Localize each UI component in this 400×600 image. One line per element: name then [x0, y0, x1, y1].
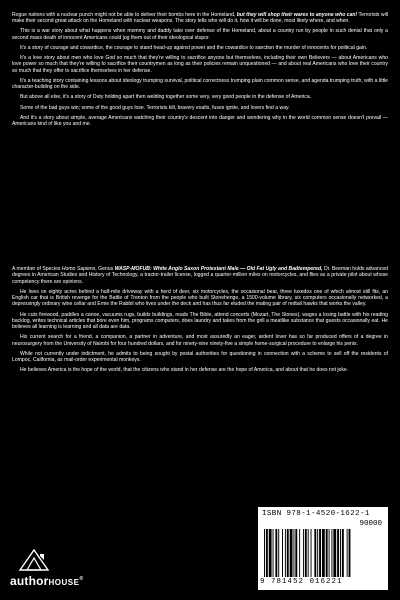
bio-paragraph: His current search for a friend, a companion, a partner in adventure, and most assuredly an eager, ardent lover has so far produced offers of a degree in neurosurgery from the University of Nairobi for four hundred dollars, and for ninety-nine ninety-five a simple home-surgical procedure to enlarge his penis.: [12, 334, 388, 347]
bio-genus: WASP-MOFUB: White Anglo Saxon Protestant Male — Old Fat Ugly and Badtempered,: [114, 266, 323, 272]
isbn-number: ISBN 978-1-4520-1622-1: [262, 510, 370, 518]
barcode-bars: [264, 529, 382, 577]
blurb-paragraph: Some of the bad guys win; some of the good guys lose. Terrorists kill, bravery exalts, fuses ignite, and lovers find a way.: [20, 104, 290, 111]
bio-species: Homo Sapiens: [61, 266, 96, 272]
blurb-paragraph: This is a war story about what happens when mommy and daddy take over defense of the Homeland, about a country run by people in such denial that only a second mass death of innocent Americans could jog them out of their ideological stupor.: [12, 28, 388, 41]
bio-paragraph: While not currently under indictment, he admits to being sought by postal authorities for questioning in connection with a scheme to sell off the residents of Lompoc, California, as mail-order experimental monkeys.: [12, 350, 388, 364]
bio-paragraph: He cuts firewood, paddles a canoe, vacuums rugs, builds buildings, reads The Bible, attend concerts (Mozart, The Stones), wages a losing battle with his reading backlog, writes technical articles that bore even him, programs computers, does laundry and takes from the grill a meatlike substance that guests occasionally eat. He believes all learning is learning and all data are data.: [12, 311, 388, 331]
blurb-paragraph: Rogue nations with a nuclear punch might not be able to deliver their bombs here in the Homeland, but they will shop their wares to anyone who can! Terrorists will make their second great attack on the Homeland with nuclear weapons. The story tells who will do it, how it will be done, most likely where, and when.: [12, 12, 388, 25]
blurb-emphasis: but they will shop their wares to anyone who can!: [236, 12, 358, 18]
bio-paragraph: He believes America is the hope of the world, that the citizens who stand in her defense are the hope of America, and about that he does not joke.: [20, 367, 349, 374]
isbn-barcode: [258, 507, 388, 590]
blurb-paragraph: But above all else, it's a story of Duty holding apart then welding together some very, very good people in the defense of America.: [20, 94, 312, 101]
publisher-wordmark: authorHOUSE®: [10, 574, 84, 588]
publisher-logo: [10, 548, 100, 588]
bio-paragraph: A member of Species Homo Sapiens, Genus WASP-MOFUB: White Anglo Saxon Protestant Male — Old Fat Ugly and Badtempered, Dr. Beeman holds advanced degrees in American Studies and History of Technology, a tractor-trailer license, logged a quarter-million miles on motorcycles, and flies as a private pilot about whose competency there are opinions.: [12, 266, 388, 285]
bio-paragraph: He lives on eighty acres behind a half-mile driveway with a herd of deer, six motorcycles, the occasional bear, three tuxedos one of which almost still fits, an English car that is British revenge for the Battle of Trenton from the people who built Stonehenge, a 1500-volume library, six computers occasionally networked, a depressingly ordinary wine cellar and Ernie the Rabbit who lives under the deck and has thus far eluded the mating pair of redtail hawks that works the valley.: [12, 288, 388, 308]
ean-digits: 9 781452 016221: [260, 578, 343, 586]
author-bio: [12, 266, 388, 378]
price-code: 90000: [359, 520, 382, 528]
blurb-paragraph: It's a teaching story containing lessons about ideology trumping survival, political correctness trumping plain common sense, and agenda trumping truth, with a little character-building on the side.: [12, 77, 388, 91]
blurb-paragraph: And it's a story about simple, average Americans watching their country's descent into danger and wondering why in the world common sense doesn't prevail — Americans kind of like you and me.: [12, 114, 388, 128]
blurb-paragraph: It's a love story about men who love God so much that they're willing to sacrifice anyone but themselves, including their own Believers — about Americans who love power so much that they're willing to sacrifice their countrymen as long as their policies remain unquestioned — and about real Americans who love their country so much that they offer to sacrifice themselves in her defense.: [12, 55, 388, 74]
book-blurb: [12, 12, 388, 131]
house-icon: [10, 548, 100, 574]
blurb-paragraph: It's a story of courage and cowardice, the courage to stand head-up against power and the cowardice to sanction the murder of innocents for political gain.: [20, 44, 368, 51]
